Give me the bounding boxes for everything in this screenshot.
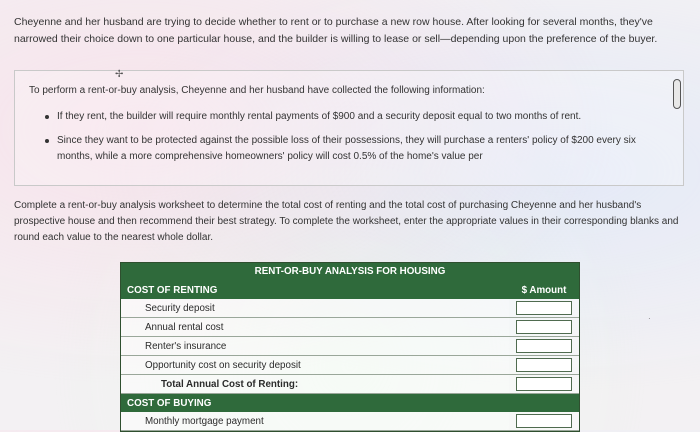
info-bullet	[29, 133, 647, 165]
row-label: Security deposit	[121, 299, 509, 317]
info-lead: To perform a rent-or-buy analysis, Cheyenne and her husband have collected the following information:	[29, 85, 485, 96]
total-renting-input[interactable]	[516, 377, 572, 391]
buying-header-label: COST OF BUYING	[127, 397, 212, 409]
amount-column-header: $ Amount	[521, 284, 567, 296]
renting-header-label: COST OF RENTING	[127, 284, 218, 296]
table-row	[121, 299, 579, 318]
info-panel	[14, 70, 684, 186]
info-bullet-list	[29, 109, 653, 165]
annual-rental-cost-input[interactable]	[516, 320, 572, 334]
security-deposit-input[interactable]	[516, 301, 572, 315]
margin-marker: ·	[648, 314, 651, 323]
buying-section-header	[121, 394, 579, 412]
rent-or-buy-worksheet	[120, 262, 580, 432]
info-bullet-text: If they rent, the builder will require monthly rental payments of $900 and a security deposit equal to two months of rent.	[57, 111, 582, 122]
table-row	[121, 356, 579, 375]
table-row-total	[121, 375, 579, 394]
row-label: Opportunity cost on security deposit	[121, 356, 509, 374]
row-label: Monthly mortgage payment	[121, 412, 509, 430]
scroll-thumb[interactable]	[673, 79, 681, 109]
row-label: Annual rental cost	[121, 318, 509, 336]
info-scrollbar[interactable]	[673, 79, 681, 179]
mouse-cursor-icon: ✢	[115, 69, 124, 80]
info-bullet	[29, 109, 647, 125]
worksheet-title: RENT-OR-BUY ANALYSIS FOR HOUSING	[121, 263, 579, 281]
bullet-dot-icon	[45, 139, 49, 143]
table-row	[121, 412, 579, 431]
row-label: Renter's insurance	[121, 337, 509, 355]
row-label: Total Annual Cost of Renting:	[121, 375, 509, 393]
info-scroll-area[interactable]	[15, 71, 667, 185]
renters-insurance-input[interactable]	[516, 339, 572, 353]
instructions-text: Complete a rent-or-buy analysis worksheet to determine the total cost of renting and the total cost of purchasing Cheyenne and her husband's prospective house and then recommend their best strategy. To complete the worksheet, enter the appropriate values in their corresponding blanks and round each value to the nearest whole dollar.	[14, 200, 679, 243]
table-row	[121, 337, 579, 356]
intro-text: Cheyenne and her husband are trying to decide whether to rent or to purchase a new row house. After looking for several months, they've narrowed their choice down to one particular house, and the builder is willing to lease or sell—depending upon the preference of the buyer.	[14, 16, 658, 45]
monthly-mortgage-input[interactable]	[516, 414, 572, 428]
info-bullet-text: Since they want to be protected against the possible loss of their possessions, they will purchase a renters' policy of $200 every six months, while a more comprehensive homeowners' policy will cost 0.5% of the home's value per	[57, 135, 636, 162]
renting-section-header	[121, 281, 579, 299]
opportunity-cost-input[interactable]	[516, 358, 572, 372]
table-row	[121, 318, 579, 337]
bullet-dot-icon	[45, 115, 49, 119]
